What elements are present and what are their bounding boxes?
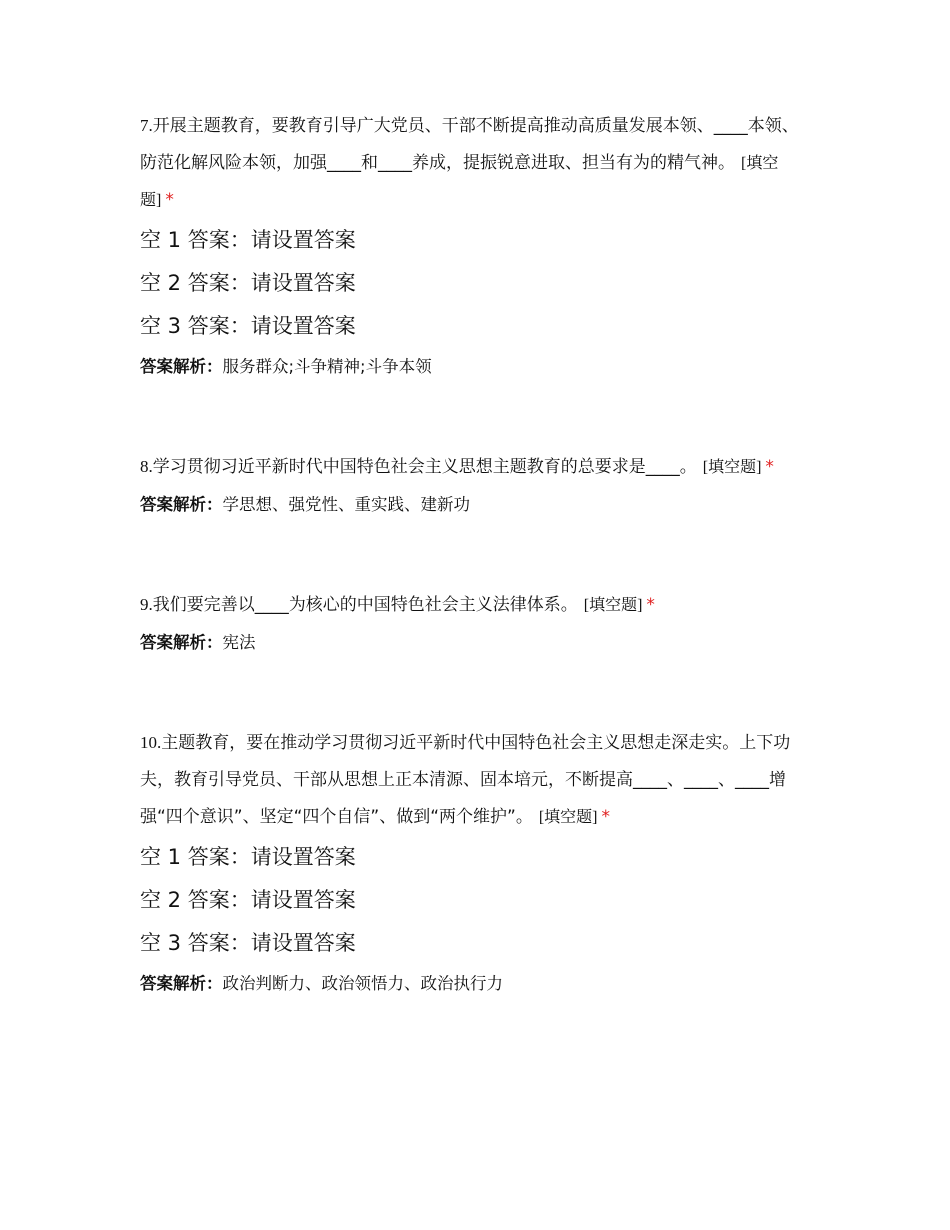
- answer-value[interactable]: 请设置答案: [250, 228, 356, 252]
- required-mark: *: [646, 595, 655, 615]
- answer-label: 空 3 答案：: [140, 931, 251, 955]
- answer-analysis: [140, 486, 810, 524]
- answer-analysis: [140, 348, 810, 386]
- question-text: [140, 107, 810, 219]
- analysis-label: 答案解析：: [140, 495, 223, 514]
- analysis-text: 宪法: [222, 633, 256, 652]
- answer-blank-2[interactable]: [140, 879, 810, 922]
- required-mark: *: [165, 190, 174, 210]
- required-mark: *: [601, 807, 611, 827]
- question-8: [140, 448, 810, 524]
- answer-label: 空 1 答案：: [140, 845, 251, 869]
- question-type-label: [填空题]: [702, 459, 762, 476]
- answer-label: 空 2 答案：: [140, 271, 251, 295]
- question-body: 学习贯彻习近平新时代中国特色社会主义思想主题教育的总要求是____。: [152, 457, 697, 477]
- question-7: [140, 107, 810, 386]
- spacer: [140, 524, 810, 586]
- question-number: 7.: [140, 116, 153, 135]
- answer-blank-2[interactable]: [140, 262, 810, 305]
- answer-value[interactable]: 请设置答案: [250, 314, 356, 338]
- spacer: [140, 662, 810, 724]
- question-number: 8.: [140, 457, 153, 476]
- question-type-label: [填空题]: [538, 809, 598, 826]
- answer-value[interactable]: 请设置答案: [250, 888, 356, 912]
- question-list: [140, 107, 810, 1003]
- answer-blank-3[interactable]: [140, 922, 810, 965]
- answer-blank-1[interactable]: [140, 836, 810, 879]
- question-10: [140, 724, 810, 1003]
- question-type-label: [填空题]: [583, 597, 643, 614]
- question-body: 我们要完善以____为核心的中国特色社会主义法律体系。: [152, 595, 578, 615]
- analysis-text: 学思想、强党性、重实践、建新功: [222, 495, 470, 514]
- answer-analysis: [140, 965, 810, 1003]
- question-text: [140, 724, 810, 836]
- answer-label: 空 2 答案：: [140, 888, 251, 912]
- analysis-label: 答案解析：: [140, 633, 223, 652]
- answer-value[interactable]: 请设置答案: [250, 845, 356, 869]
- required-mark: *: [765, 457, 774, 477]
- question-9: [140, 586, 810, 662]
- question-body: 开展主题教育，要教育引导广大党员、干部不断提高推动高质量发展本领、____本领、防范化解风险本领，加强____和____养成，提振锐意进取、担当有为的精气神。: [140, 116, 799, 173]
- analysis-text: 服务群众;斗争精神;斗争本领: [222, 357, 432, 376]
- spacer: [140, 386, 810, 448]
- answer-blank-1[interactable]: [140, 219, 810, 262]
- question-number: 10.: [140, 733, 162, 752]
- analysis-label: 答案解析：: [140, 357, 223, 376]
- answer-value[interactable]: 请设置答案: [250, 271, 356, 295]
- question-text: [140, 448, 810, 486]
- question-number: 9.: [140, 595, 153, 614]
- answer-label: 空 3 答案：: [140, 314, 251, 338]
- analysis-text: 政治判断力、政治领悟力、政治执行力: [222, 974, 503, 993]
- answer-analysis: [140, 624, 810, 662]
- analysis-label: 答案解析：: [140, 974, 223, 993]
- answer-value[interactable]: 请设置答案: [250, 931, 356, 955]
- question-text: [140, 586, 810, 624]
- answer-blank-3[interactable]: [140, 305, 810, 348]
- question-type-label: [填空题]: [140, 155, 779, 209]
- question-body: 主题教育，要在推动学习贯彻习近平新时代中国特色社会主义思想走深走实。上下功夫，教育引导党员、干部从思想上正本清源、固本培元，不断提高____、____、____增强“四个意识”、坚定“四个自信”、做到“两个维护”。: [140, 733, 791, 827]
- answer-label: 空 1 答案：: [140, 228, 251, 252]
